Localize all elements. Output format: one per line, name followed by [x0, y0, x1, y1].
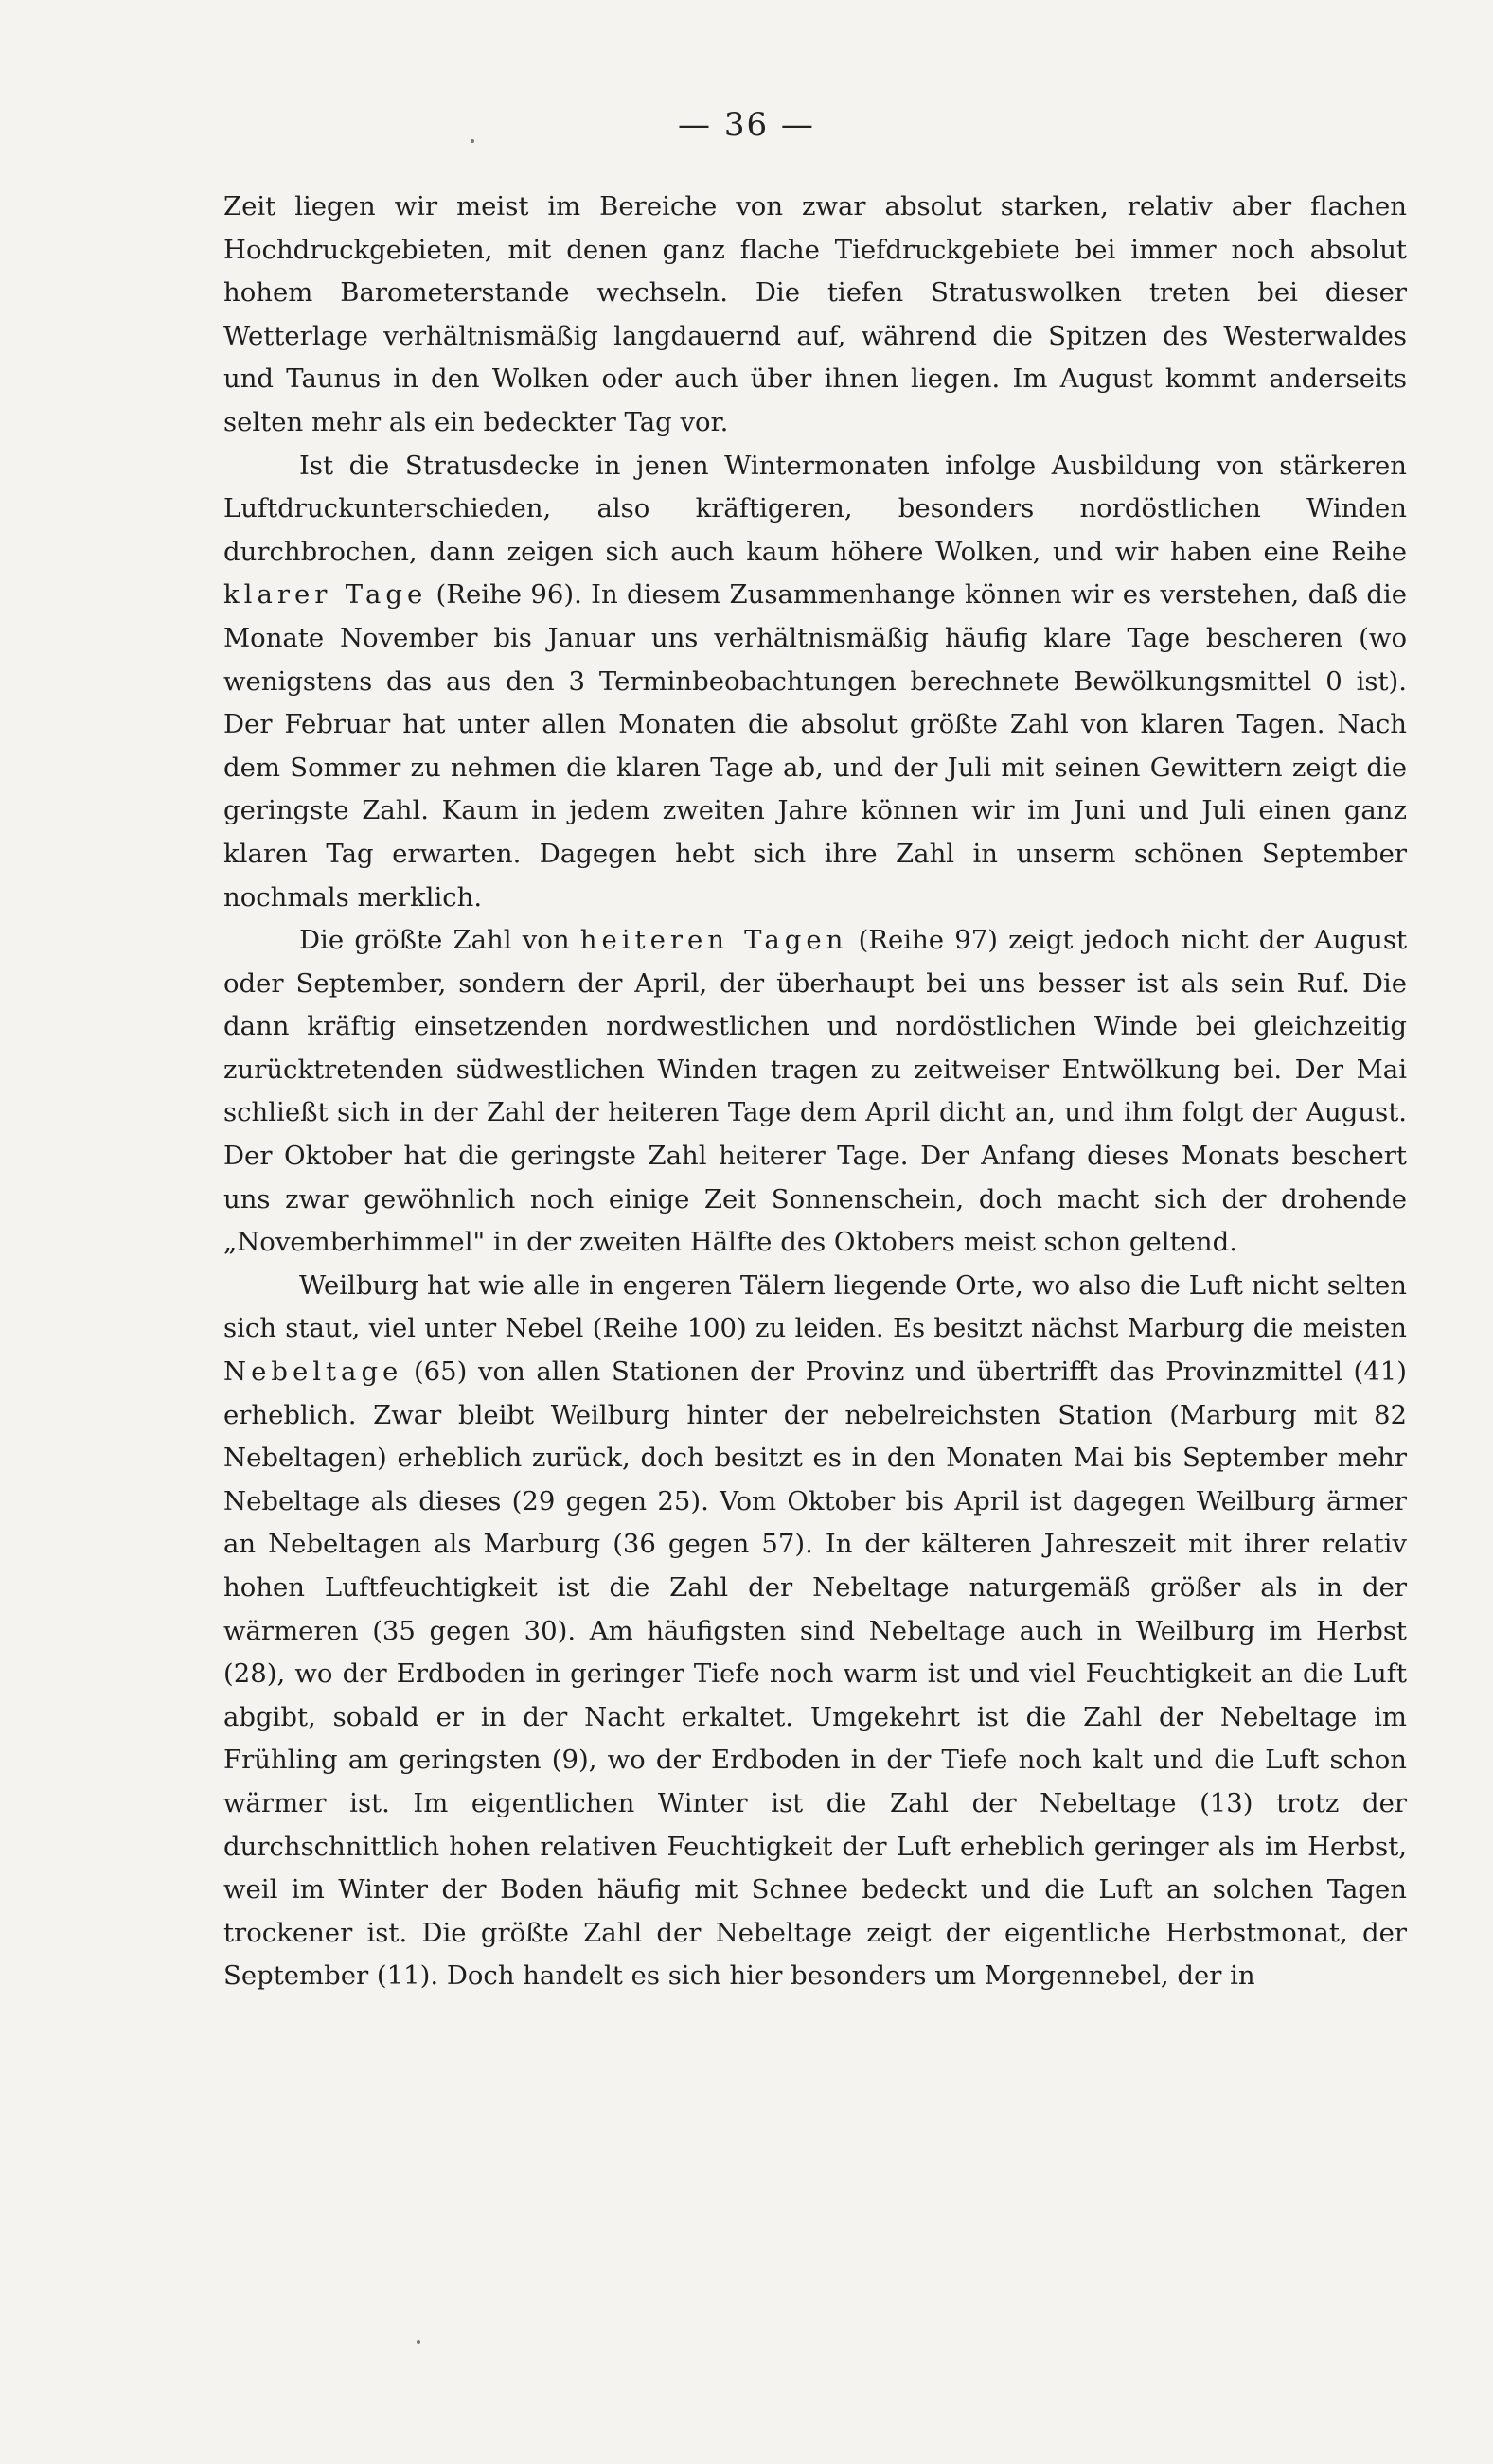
paragraph-3 [223, 919, 1407, 1265]
paper-speck [417, 2340, 420, 2344]
paper-speck [471, 139, 474, 143]
term-heiteren-tagen: heiteren Tagen [579, 925, 848, 956]
paragraph-3-part-3: (Reihe 97) zeigt jedoch nicht der August oder September, sondern der April, der überhaupt bei uns besser ist als sein Ruf. Die dann kräftig einsetzenden nordwestlichen und nordöstlichen Winde bei gleichzeitig zurücktretenden südwestlichen Winden tragen zu zeitweiser Entwölkung bei. Der Mai schließt sich in der Zahl der heiteren Tage dem April dicht an, und ihm folgt der August. Der Oktober hat die geringste Zahl heiterer Tage. Der Anfang dieses Monats beschert uns zwar gewöhnlich noch einige Zeit Sonnenschein, doch macht sich der drohende „Novemberhimmel" in der zweiten Hälfte des Oktobers meist schon geltend. [223, 925, 1408, 1258]
paragraph-1: Zeit liegen wir meist im Bereiche von zwar absolut starken, relativ aber flachen Hochdruckgebieten, mit denen ganz flache Tiefdruckgebiete bei immer noch absolut hohem Barometerstande wechseln. Die tiefen Stratuswolken treten bei dieser Wetterlage verhältnismäßig langdauernd auf, während die Spitzen des Westerwaldes und Taunus in den Wolken oder auch über ihnen liegen. Im August kommt anderseits selten mehr als ein bedeckter Tag vor. [223, 191, 1407, 437]
paragraph-2-part-3: (Reihe 96). In diesem Zusammenhange können wir es verstehen, daß die Monate November bis Januar uns verhältnismäßig häufig klare Tage bescheren (wo wenigstens das aus den 3 Terminbeobachtungen berechnete Bewölkungsmittel 0 ist). Der Februar hat unter allen Monaten die absolut größte Zahl von klaren Tagen. Nach dem Sommer zu nehmen die klaren Tage ab, und der Juli mit seinen Gewittern zeigt die geringste Zahl. Kaum in jedem zweiten Jahre können wir im Juni und Juli einen ganz klaren Tag erwarten. Dagegen hebt sich ihre Zahl in unserm schönen September nochmals merklich. [223, 579, 1407, 913]
paragraph-4 [223, 1265, 1407, 1998]
paragraph-4-part-1: Weilburg hat wie alle in engeren Tälern liegende Orte, wo also die Luft nicht selten sich staut, viel unter Nebel (Reihe 100) zu leiden. Es besitzt nächst Marburg die meisten [223, 1269, 1407, 1344]
term-klarer-tage: klarer Tage [223, 579, 428, 611]
paragraph-2-part-1: Ist die Stratusdecke in jenen Wintermonaten infolge Ausbildung von stärkeren Luftdruckunterschieden, also kräftigeren, besonders nordöstlichen Winden durchbrochen, dann zeigen sich auch kaum höhere Wolken, und wir haben eine Reihe [223, 450, 1407, 567]
paragraph-4-part-3: (65) von allen Stationen der Provinz und übertrifft das Provinzmittel (41) erheblich. Zwar bleibt Weilburg hinter der nebelreichsten Station (Marburg mit 82 Nebeltagen) erheblich zurück, doch besitzt es in den Monaten Mai bis September mehr Nebeltage als dieses (29 gegen 25). Vom Oktober bis April ist dagegen Weilburg ärmer an Nebeltagen als Marburg (36 gegen 57). In der kälteren Jahreszeit mit ihrer relativ hohen Luftfeuchtigkeit ist die Zahl der Nebeltage naturgemäß größer als in der wärmeren (35 gegen 30). Am häufigsten sind Nebeltage auch in Weilburg im Herbst (28), wo der Erdboden in geringer Tiefe noch warm ist und viel Feuchtigkeit an die Luft abgibt, sobald er in der Nacht erkaltet. Umgekehrt ist die Zahl der Nebeltage im Frühling am geringsten (9), wo der Erdboden in der Tiefe noch kalt und die Luft schon wärmer ist. Im eigentlichen Winter ist die Zahl der Nebeltage (13) trotz der durchschnittlich hohen relativen Feuchtigkeit der Luft erheblich geringer als im Herbst, weil im Winter der Boden häufig mit Schnee bedeckt und die Luft an solchen Tagen trockener ist. Die größte Zahl der Nebeltage zeigt der eigentliche Herbstmonat, der September (11). Doch handelt es sich hier besonders um Morgennebel, der in [223, 1356, 1407, 1992]
paragraph-2 [223, 445, 1407, 920]
paragraph-3-part-1: Die größte Zahl von [299, 925, 580, 956]
body-text [223, 186, 1407, 1998]
term-nebeltage: Nebeltage [223, 1356, 403, 1388]
page-number: — 36 — [678, 106, 815, 144]
